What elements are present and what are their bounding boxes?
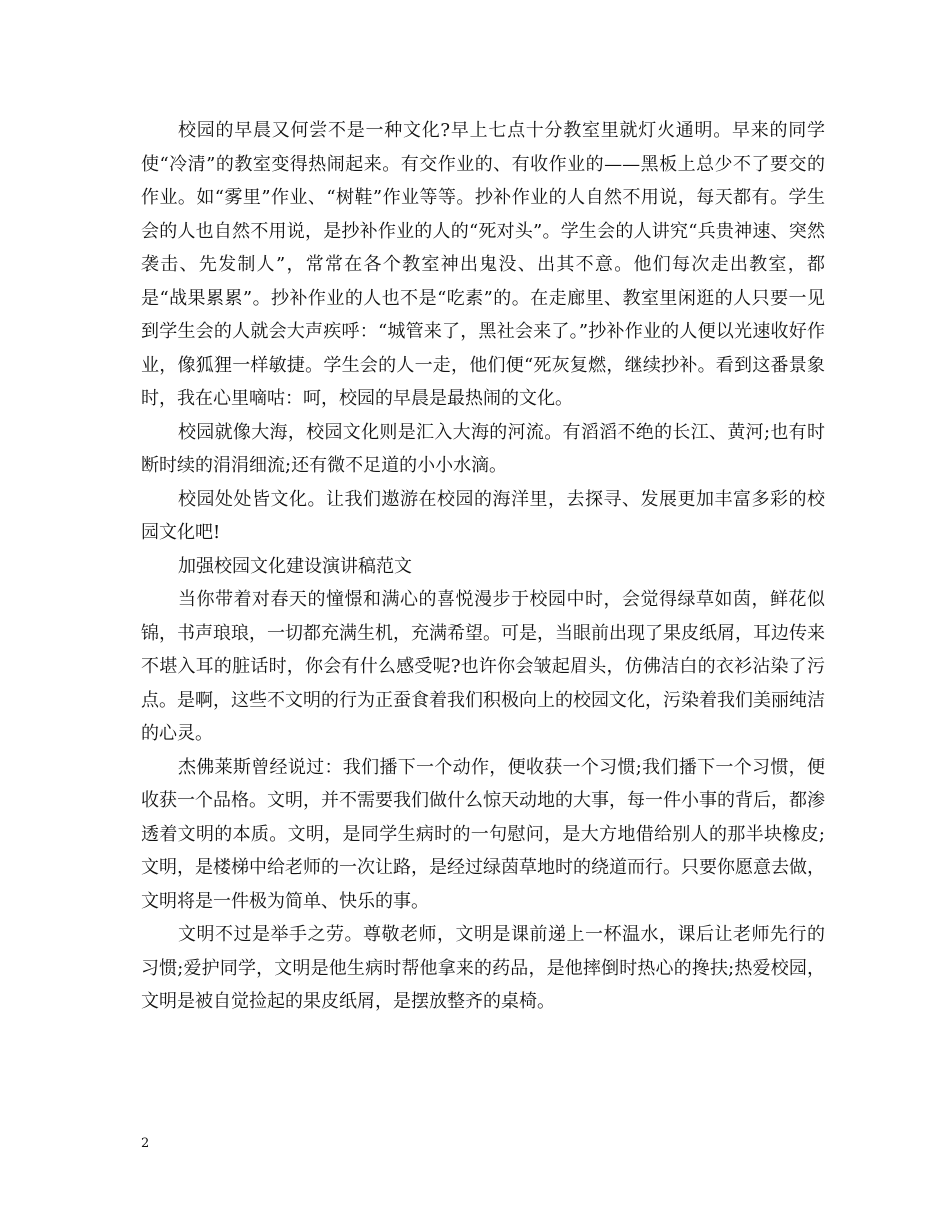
paragraph: 校园的早晨又何尝不是一种文化?早上七点十分教室里就灯火通明。早来的同学使“冷清”的教室变得热闹起来。有交作业的、有收作业的——黑板上总少不了要交的作业。如“雾里”作业、“树鞋”作业等等。抄补作业的人自然不用说，每天都有。学生会的人也自然不用说，是抄补作业的人的“死对头”。学生会的人讲究“兵贵神速、突然袭击、先发制人”，常常在各个教室神出鬼没、出其不意。他们每次走出教室，都是“战果累累”。抄补作业的人也不是“吃素”的。在走廊里、教室里闲逛的人只要一见到学生会的人就会大声疾呼：“城管来了，黑社会来了。”抄补作业的人便以光速收好作业，像狐狸一样敏捷。学生会的人一走，他们便“死灰复燃，继续抄补。看到这番景象时，我在心里嘀咕：呵，校园的早晨是最热闹的文化。 (141, 120, 825, 409)
paragraph: 校园处处皆文化。让我们遨游在校园的海洋里，去探寻、发展更加丰富多彩的校园文化吧! (141, 488, 825, 543)
paragraph: 当你带着对春天的憧憬和满心的喜悦漫步于校园中时，会觉得绿草如茵，鲜花似锦，书声琅琅，一切都充满生机，充满希望。可是，当眼前出现了果皮纸屑，耳边传来不堪入耳的脏话时，你会有什么感受呢?也许你会皱起眉头，仿佛洁白的衣衫沾染了污点。是啊，这些不文明的行为正蚕食着我们积极向上的校园文化，污染着我们美丽纯洁的心灵。 (141, 589, 825, 744)
paragraph: 校园就像大海，校园文化则是汇入大海的河流。有滔滔不绝的长江、黄河;也有时断时续的涓涓细流;还有微不足道的小小水滴。 (141, 421, 825, 476)
page-number: 2 (141, 1136, 150, 1151)
paragraph: 文明不过是举手之劳。尊敬老师，文明是课前递上一杯温水，课后让老师先行的习惯;爱护同学，文明是他生病时帮他拿来的药品，是他摔倒时热心的搀扶;热爱校园，文明是被自觉捡起的果皮纸屑，是摆放整齐的桌椅。 (141, 924, 825, 1012)
section-heading: 加强校园文化建设演讲稿范文 (178, 555, 412, 577)
document-body (141, 114, 825, 1019)
paragraph: 杰佛莱斯曾经说过：我们播下一个动作，便收获一个习惯;我们播下一个习惯，便收获一个品格。文明，并不需要我们做什么惊天动地的大事，每一件小事的背后，都渗透着文明的本质。文明，是同学生病时的一句慰问，是大方地借给别人的那半块橡皮;文明，是楼梯中给老师的一次让路，是经过绿茵草地时的绕道而行。只要你愿意去做，文明将是一件极为简单、快乐的事。 (141, 756, 825, 912)
